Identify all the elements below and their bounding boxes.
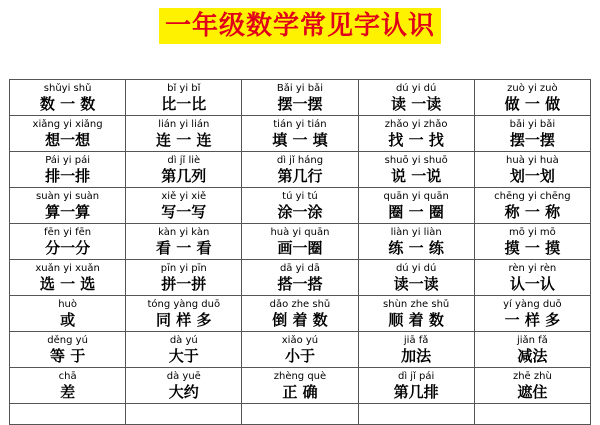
pinyin-text: xiǎng yi xiǎng <box>32 119 103 130</box>
hanzi-text: 一 样 多 <box>504 311 561 329</box>
hanzi-text: 摆一摆 <box>277 95 323 113</box>
character-cell <box>242 80 358 116</box>
hanzi-text: 倒 着 数 <box>272 311 328 329</box>
character-cell <box>10 332 126 368</box>
hanzi-text: 划一划 <box>509 167 555 185</box>
hanzi-text: 练 一 练 <box>388 239 444 257</box>
hanzi-text: 填 一 填 <box>272 131 328 149</box>
empty-cell <box>474 404 590 425</box>
hanzi-text: 比一比 <box>161 95 207 113</box>
table-row <box>10 152 591 188</box>
pinyin-text: mō yi mō <box>508 227 556 238</box>
character-cell <box>10 260 126 296</box>
hanzi-text: 或 <box>60 311 76 329</box>
pinyin-text: zhǎo yi zhǎo <box>384 119 448 130</box>
pinyin-text: quān yi quān <box>383 191 449 202</box>
hanzi-text: 圈 一 圈 <box>388 203 444 221</box>
character-cell <box>126 116 242 152</box>
character-cell <box>242 296 358 332</box>
hanzi-text: 正 确 <box>282 383 318 401</box>
pinyin-text: lián yi lián <box>158 119 210 130</box>
character-cell <box>358 332 474 368</box>
hanzi-text: 摆一摆 <box>509 131 555 149</box>
empty-cell <box>358 404 474 425</box>
pinyin-text: Bǎi yi bǎi <box>276 83 323 94</box>
table-row <box>10 260 591 296</box>
character-cell <box>126 152 242 188</box>
hanzi-text: 减法 <box>517 347 548 365</box>
character-table <box>9 79 591 425</box>
hanzi-text: 分一分 <box>45 239 91 257</box>
pinyin-text: xuǎn yi xuǎn <box>35 263 100 274</box>
page-title: 一年级数学常见字认识 <box>159 8 441 44</box>
character-cell <box>242 332 358 368</box>
pinyin-text: xiǎo yú <box>281 335 319 346</box>
pinyin-text: tú yi tú <box>282 191 318 202</box>
hanzi-text: 排一排 <box>45 167 91 185</box>
character-cell <box>126 188 242 224</box>
character-cell <box>126 224 242 260</box>
hanzi-text: 选 一 选 <box>39 275 96 293</box>
character-cell <box>242 368 358 404</box>
hanzi-text: 认一认 <box>509 275 555 293</box>
character-cell <box>358 224 474 260</box>
empty-cell <box>10 404 126 425</box>
pinyin-text: dì jǐ liè <box>167 155 201 166</box>
hanzi-text: 加法 <box>401 347 432 365</box>
character-cell <box>242 188 358 224</box>
hanzi-text: 遮住 <box>517 383 548 401</box>
pinyin-text: Pái yi pái <box>45 155 90 166</box>
table-row <box>10 332 591 368</box>
hanzi-text: 差 <box>60 383 76 401</box>
character-cell <box>10 188 126 224</box>
character-cell <box>474 260 590 296</box>
hanzi-text: 拼一拼 <box>161 275 207 293</box>
hanzi-text: 读一读 <box>393 275 439 293</box>
character-cell <box>242 116 358 152</box>
hanzi-text: 等 于 <box>49 347 86 365</box>
table-row <box>10 368 591 404</box>
pinyin-text: zhē zhù <box>512 371 552 382</box>
character-cell <box>474 116 590 152</box>
character-cell <box>242 260 358 296</box>
hanzi-text: 顺 着 数 <box>388 311 444 329</box>
hanzi-text: 做 一 做 <box>504 95 561 113</box>
character-cell <box>10 116 126 152</box>
character-cell <box>358 80 474 116</box>
pinyin-text: jiā fǎ <box>403 335 429 346</box>
character-cell <box>358 368 474 404</box>
pinyin-text: tián yi tián <box>273 119 327 130</box>
character-cell <box>358 188 474 224</box>
hanzi-text: 画一圈 <box>277 239 323 257</box>
pinyin-text: huà yi quān <box>270 227 330 238</box>
hanzi-text: 算一算 <box>45 203 91 221</box>
pinyin-text: pīn yi pīn <box>160 263 207 274</box>
hanzi-text: 大于 <box>168 347 199 365</box>
pinyin-text: dì jǐ pái <box>398 371 435 382</box>
pinyin-text: děng yú <box>47 335 88 346</box>
pinyin-text: kàn yi kàn <box>158 227 210 238</box>
hanzi-text: 写一写 <box>161 203 207 221</box>
hanzi-text: 第几排 <box>393 383 439 401</box>
table-row <box>10 296 591 332</box>
pinyin-text: dú yi dú <box>395 83 437 94</box>
character-cell <box>474 224 590 260</box>
table-row <box>10 80 591 116</box>
empty-cell <box>242 404 358 425</box>
character-cell <box>126 80 242 116</box>
character-cell <box>10 368 126 404</box>
pinyin-text: tóng yàng duō <box>147 299 221 310</box>
hanzi-text: 想一想 <box>45 131 91 149</box>
character-cell <box>474 188 590 224</box>
pinyin-text: zuò yi zuò <box>507 83 558 94</box>
hanzi-text: 找 一 找 <box>388 131 444 149</box>
character-cell <box>126 296 242 332</box>
pinyin-text: chēng yi chēng <box>494 191 571 202</box>
pinyin-text: suàn yi suàn <box>36 191 100 202</box>
character-cell <box>242 224 358 260</box>
empty-cell <box>126 404 242 425</box>
pinyin-text: shuō yi shuō <box>384 155 448 166</box>
pinyin-text: chā <box>58 371 77 382</box>
pinyin-text: dì jǐ háng <box>276 155 324 166</box>
hanzi-text: 读 一读 <box>391 95 442 113</box>
hanzi-text: 说 一说 <box>391 167 442 185</box>
hanzi-text: 同 样 多 <box>156 311 212 329</box>
character-cell <box>474 80 590 116</box>
character-cell <box>474 152 590 188</box>
pinyin-text: bǐ yi bǐ <box>167 83 201 94</box>
pinyin-text: dú yi dú <box>395 263 437 274</box>
pinyin-text: huà yi huà <box>506 155 559 166</box>
pinyin-text: xiě yi xiě <box>161 191 207 202</box>
character-cell <box>10 296 126 332</box>
pinyin-text: fēn yi fēn <box>44 227 92 238</box>
character-cell <box>358 260 474 296</box>
pinyin-text: yí yàng duō <box>503 299 562 310</box>
pinyin-text: liàn yi liàn <box>390 227 442 238</box>
hanzi-text: 连 一 连 <box>156 131 212 149</box>
hanzi-text: 称 一 称 <box>504 203 561 221</box>
pinyin-text: dǎo zhe shǔ <box>269 299 331 310</box>
character-cell <box>126 260 242 296</box>
pinyin-text: shùn zhe shǔ <box>383 299 450 310</box>
hanzi-text: 第几行 <box>277 167 323 185</box>
title-wrapper <box>0 8 600 44</box>
pinyin-text: dā yi dā <box>279 263 320 274</box>
hanzi-text: 搭一搭 <box>277 275 323 293</box>
hanzi-text: 数 一 数 <box>39 95 96 113</box>
pinyin-text: jiǎn fǎ <box>516 335 548 346</box>
character-cell <box>358 152 474 188</box>
table-row <box>10 224 591 260</box>
hanzi-text: 看 一 看 <box>156 239 212 257</box>
pinyin-text: shǔyi shǔ <box>43 83 92 94</box>
hanzi-text: 摸 一 摸 <box>504 239 561 257</box>
pinyin-text: rèn yi rèn <box>508 263 557 274</box>
character-cell <box>10 152 126 188</box>
pinyin-text: huò <box>58 299 77 310</box>
character-cell <box>474 332 590 368</box>
hanzi-text: 大约 <box>168 383 199 401</box>
table-row <box>10 188 591 224</box>
character-cell <box>126 368 242 404</box>
character-cell <box>10 224 126 260</box>
character-cell <box>126 332 242 368</box>
pinyin-text: bǎi yi bǎi <box>509 119 556 130</box>
hanzi-text: 小于 <box>284 347 315 365</box>
character-cell <box>474 368 590 404</box>
character-cell <box>474 296 590 332</box>
pinyin-text: dà yú <box>169 335 198 346</box>
table-row-partial <box>10 404 591 425</box>
character-cell <box>10 80 126 116</box>
character-cell <box>358 296 474 332</box>
character-cell <box>358 116 474 152</box>
pinyin-text: dà yuē <box>166 371 201 382</box>
hanzi-text: 第几列 <box>161 167 207 185</box>
pinyin-text: zhèng què <box>273 371 327 382</box>
hanzi-text: 涂一涂 <box>277 203 323 221</box>
character-cell <box>242 152 358 188</box>
table-row <box>10 116 591 152</box>
